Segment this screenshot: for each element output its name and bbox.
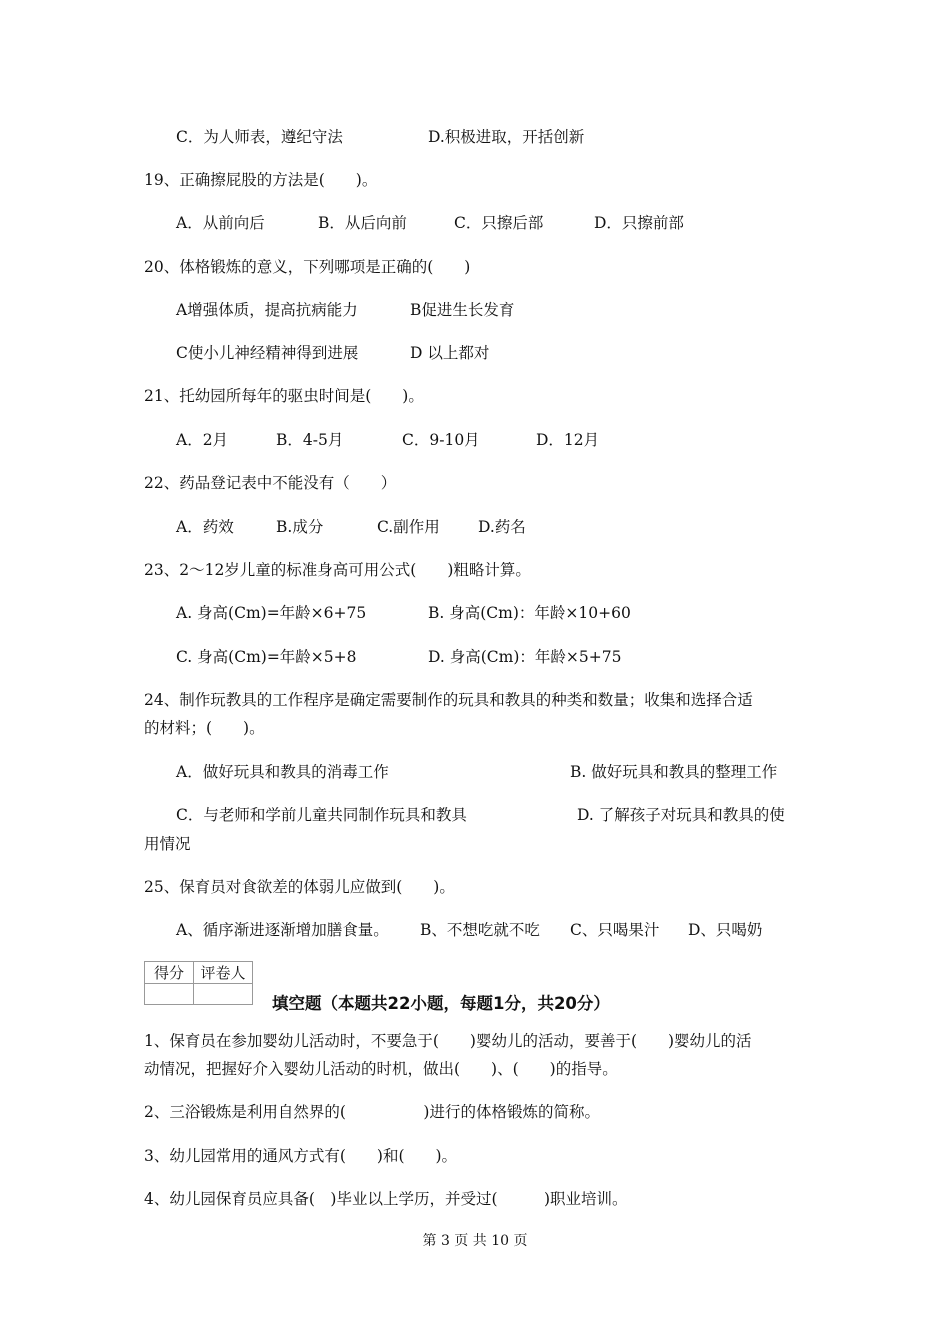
score-table: [144, 961, 253, 1005]
q25-option-c: C、只喝果汁: [570, 921, 660, 939]
q20-stem: 20、体格锻炼的意义，下列哪项是正确的( ): [144, 258, 471, 276]
q20-option-b: B促进生长发育: [410, 301, 515, 319]
q19-option-b: B．从后向前: [318, 214, 407, 232]
fill1-line2: 动情况，把握好介入婴幼儿活动的时机，做出( )、( )的指导。: [144, 1060, 618, 1078]
score-cell: [145, 984, 194, 1005]
fill2: 2、三浴锻炼是利用自然界的( )进行的体格锻炼的简称。: [144, 1103, 600, 1121]
section-title: 填空题（本题共22小题，每题1分，共20分）: [272, 994, 610, 1013]
q22-option-d: D.药名: [478, 518, 526, 536]
q21-option-d: D．12月: [536, 431, 600, 449]
q22-option-a: A．药效: [176, 518, 234, 536]
fill4: 4、幼儿园保育员应具备( )毕业以上学历，并受过( )职业培训。: [144, 1190, 628, 1208]
q23-option-b: B. 身高(Cm)：年龄×10+60: [428, 604, 631, 622]
q22-stem: 22、药品登记表中不能没有（ ）: [144, 474, 397, 492]
q23-option-d: D. 身高(Cm)：年龄×5+75: [428, 648, 622, 666]
q25-option-d: D、只喝奶: [688, 921, 763, 939]
q25-option-a: A、循序渐进逐渐增加膳食量。: [176, 921, 389, 939]
q23-stem: 23、2～12岁儿童的标准身高可用公式( )粗略计算。: [144, 561, 531, 579]
q23-option-a: A. 身高(Cm)=年龄×6+75: [176, 604, 367, 622]
fill1-line1: 1、保育员在参加婴幼儿活动时，不要急于( )婴幼儿的活动，要善于( )婴幼儿的活: [144, 1032, 752, 1050]
q22-option-b: B.成分: [276, 518, 324, 536]
q21-option-a: A．2月: [176, 431, 229, 449]
q18-option-d: D.积极进取，开括创新: [428, 128, 585, 146]
page-footer: 第 3 页 共 10 页: [422, 1233, 528, 1249]
q22-option-c: C.副作用: [377, 518, 440, 536]
q20-option-c: C使小儿神经精神得到进展: [176, 344, 359, 362]
q20-option-a: A增强体质，提高抗病能力: [176, 301, 358, 319]
fill3: 3、幼儿园常用的通风方式有( )和( )。: [144, 1147, 458, 1165]
grader-header: 评卷人: [194, 962, 253, 984]
q19-option-a: A．从前向后: [176, 214, 265, 232]
q21-stem: 21、托幼园所每年的驱虫时间是( )。: [144, 387, 424, 405]
q24-option-d-continuation: 用情况: [144, 835, 191, 853]
q21-option-c: C．9-10月: [402, 431, 480, 449]
q19-option-d: D．只擦前部: [594, 214, 684, 232]
q19-stem: 19、正确擦屁股的方法是( )。: [144, 171, 378, 189]
q24-option-b: B. 做好玩具和教具的整理工作: [570, 763, 778, 781]
q25-stem: 25、保育员对食欲差的体弱儿应做到( )。: [144, 878, 455, 896]
q20-option-d: D 以上都对: [410, 344, 490, 362]
q21-option-b: B．4-5月: [276, 431, 344, 449]
score-header: 得分: [145, 962, 194, 984]
q24-option-c: C．与老师和学前儿童共同制作玩具和教具: [176, 806, 467, 824]
q25-option-b: B、不想吃就不吃: [420, 921, 540, 939]
q24-option-d: D. 了解孩子对玩具和教具的使: [577, 806, 785, 824]
q24-stem-line1: 24、制作玩教具的工作程序是确定需要制作的玩具和教具的种类和数量；收集和选择合适: [144, 691, 753, 709]
q18-option-c: C．为人师表，遵纪守法: [176, 128, 343, 146]
grader-cell: [194, 984, 253, 1005]
q24-stem-line2: 的材料；( )。: [144, 719, 265, 737]
q23-option-c: C. 身高(Cm)=年龄×5+8: [176, 648, 357, 666]
q19-option-c: C．只擦后部: [454, 214, 544, 232]
q24-option-a: A．做好玩具和教具的消毒工作: [176, 763, 389, 781]
